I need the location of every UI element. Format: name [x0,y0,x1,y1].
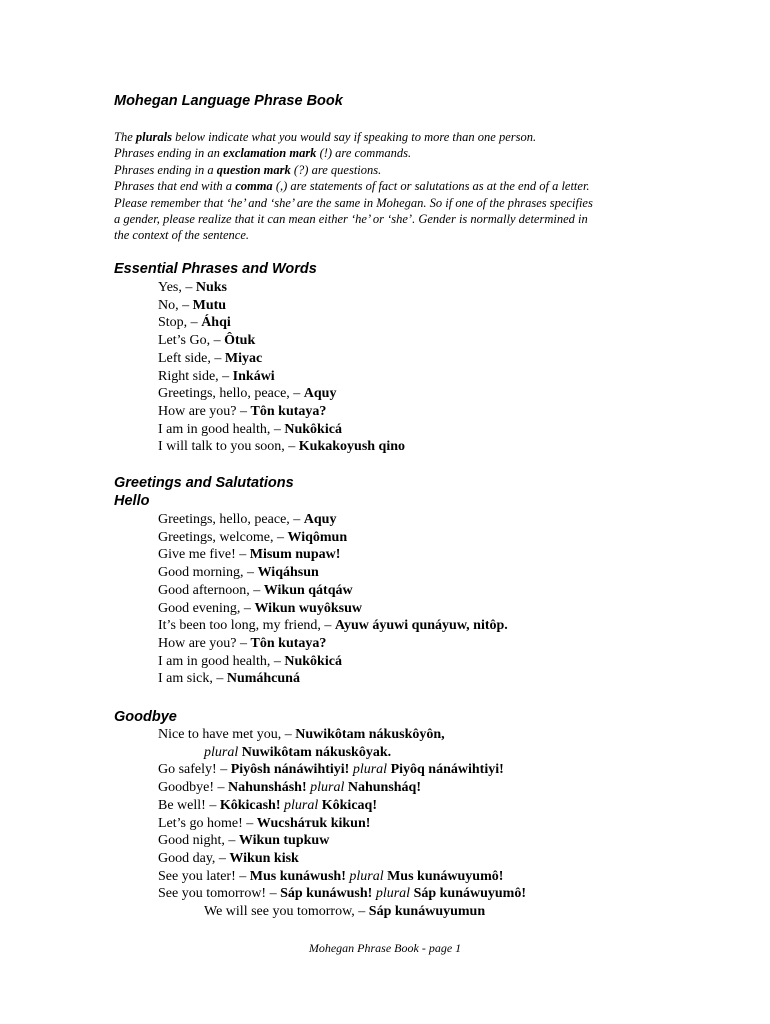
essential-phrase-list [158,279,405,456]
english-text: It’s been too long, my friend, – [158,618,335,634]
phrase-row [158,403,405,421]
english-text: I am in good health, – [158,653,285,669]
mohegan-phrase: Piyôsh nánáwihtiyi! [230,762,350,778]
mohegan-phrase: Nuks [195,280,228,295]
phrase-row [158,421,405,439]
mohegan-phrase: Aquy [303,512,337,527]
phrase-row [158,617,508,635]
phrase-row [158,635,508,653]
mohegan-phrase: Tôn kutaya? [250,403,327,419]
phrase-row [158,726,526,744]
mohegan-phrase: Nukôkicá [284,421,342,437]
intro-text: a gender, please realize that it can mean either ‘he’ or ‘she’. Gender is normally determined in [114,212,588,227]
english-text: Good afternoon, – [158,582,264,598]
intro-line [114,211,659,227]
intro-text: the context of the sentence. [114,228,250,243]
phrase-row [158,297,405,315]
english-text: See you later! – [158,868,250,884]
phrase-row [158,350,405,368]
goodbye-phrase-list [158,726,526,921]
intro-line [114,162,659,178]
intro-emphasis: question mark [216,162,291,177]
mohegan-phrase: Mutu [192,297,227,313]
phrase-row [158,546,508,564]
phrase-row [158,511,508,529]
english-text: How are you? – [158,403,251,419]
mohegan-phrase: Wiqômun [287,529,348,545]
phrase-row [158,885,526,903]
intro-line [114,227,659,243]
phrase-row [158,653,508,671]
intro-text: The [114,130,136,144]
mohegan-phrase: Ayuw áyuwi qunáyuw, nitôp. [334,618,508,634]
english-text: Greetings, welcome, – [158,529,288,545]
english-text: Let’s Go, – [158,333,225,349]
mohegan-phrase: Piyôq nánáwihtiyi! [390,762,504,778]
mohegan-phrase: Ôtuk [224,333,256,349]
plural-label: plural [310,780,345,796]
english-text: Greetings, hello, peace, – [158,512,304,527]
mohegan-phrase: Nahunsháq! [347,780,421,796]
english-text: Nice to have met you, – [158,727,296,742]
intro-text: Phrases that end with a [114,179,236,194]
intro-paragraph [114,129,659,244]
intro-emphasis: exclamation mark [223,146,317,161]
intro-text: (?) are questions. [290,162,382,177]
english-text: Let’s go home! – [158,815,257,831]
english-text: See you tomorrow! – [158,886,281,902]
phrase-row [158,797,526,815]
phrase-row [158,670,508,688]
english-text: I am in good health, – [158,421,285,437]
mohegan-phrase: Mus kunáwuyumô! [387,868,504,884]
mohegan-phrase: Tôn kutaya? [250,635,327,651]
mohegan-phrase: Misum nupaw! [249,547,341,563]
mohegan-phrase: Miyac [224,350,263,366]
phrase-row [158,600,508,618]
phrase-row [158,279,405,297]
english-text: Good day, – [158,850,230,866]
english-text: Left side, – [158,350,225,366]
intro-text: Phrases ending in an [114,146,224,161]
english-text: I am sick, – [158,671,227,687]
english-text: How are you? – [158,635,251,651]
english-text: Stop, – [158,315,202,331]
phrase-row [158,815,526,833]
english-text: Good night, – [158,833,239,849]
phrase-row [158,850,526,868]
mohegan-phrase: Wikun qátqáw [263,582,353,598]
intro-text: below indicate what you would say if speaking to more than one person. [172,130,537,144]
mohegan-phrase: Kôkicaq! [321,797,377,813]
phrase-row [158,368,405,386]
mohegan-phrase: Inkáwi [232,368,275,384]
intro-line [114,145,659,161]
hello-subheading: Hello [114,493,150,509]
english-text: Right side, – [158,368,233,384]
mohegan-phrase: Wikun tupkuw [238,833,330,849]
plural-label: plural [375,886,411,902]
intro-text: Phrases ending in a [114,162,217,177]
intro-line [114,178,659,194]
english-text: Give me five! – [158,547,250,563]
goodbye-subheading: Goodbye [114,709,177,725]
intro-text: (,) are statements of fact or salutations as at the end of a letter. [272,179,590,194]
english-text: Go safely! – [158,762,231,778]
english-text: Good evening, – [158,600,255,616]
intro-emphasis: comma [235,179,273,194]
intro-line [114,195,659,211]
plural-label: plural [349,868,384,884]
plural-label: plural [352,762,388,778]
phrase-row [158,438,405,456]
phrase-row [158,564,508,582]
plural-label: plural [204,744,239,760]
phrase-row [158,832,526,850]
mohegan-phrase: Sáp kunáwuyumun [368,904,486,920]
mohegan-phrase: Mus kunáwush! [249,868,346,884]
english-text: Good morning, – [158,565,258,581]
phrase-row [158,761,526,779]
mohegan-phrase: Nukôkicá [284,653,342,669]
english-text: Greetings, hello, peace, – [158,386,304,402]
english-text: Yes, – [158,280,196,295]
mohegan-phrase: Aquy [303,386,337,402]
plural-label: plural [284,797,319,813]
mohegan-phrase: Sáp kunáwuyumô! [413,886,526,902]
page-footer: Mohegan Phrase Book - page 1 [308,941,462,955]
phrase-row [158,332,405,350]
mohegan-phrase: Wikun kisk [229,850,299,866]
intro-emphasis: plurals [135,130,173,144]
mohegan-phrase: Kôkicash! [219,797,281,813]
mohegan-phrase: Nuwikôtam nákuskôyak. [241,744,392,760]
mohegan-phrase: Wiqáhsun [257,565,319,581]
english-text: Goodbye! – [158,780,228,796]
english-text: Be well! – [158,797,220,813]
mohegan-phrase: Nahunshásh! [228,780,307,796]
phrase-row [158,903,526,921]
mohegan-phrase: Wikun wuyôksuw [254,600,362,616]
phrase-row [158,314,405,332]
english-text: No, – [158,297,193,313]
greetings-heading: Greetings and Salutations [114,475,294,491]
english-text: We will see you tomorrow, – [204,904,369,920]
mohegan-phrase: Numáhcuná [226,671,300,687]
mohegan-phrase: Nuwikôtam nákuskôyôn, [295,727,445,742]
phrase-row [158,779,526,797]
phrase-row [158,385,405,403]
mohegan-phrase: Wucsháтuk kikun! [256,815,371,831]
mohegan-phrase: Kukakoyush qino [298,439,406,455]
hello-phrase-list [158,511,508,688]
mohegan-phrase: Áhqi [201,315,231,331]
page-title: Mohegan Language Phrase Book [114,93,343,109]
mohegan-phrase: Sáp kunáwush! [280,886,373,902]
essential-heading: Essential Phrases and Words [114,261,317,277]
intro-line [114,129,659,145]
phrase-row [158,744,526,762]
intro-text: Please remember that ‘he’ and ‘she’ are the same in Mohegan. So if one of the phrases specifies [114,195,593,210]
english-text: I will talk to you soon, – [158,439,299,455]
phrase-row [158,868,526,886]
intro-text: (!) are commands. [316,146,412,161]
phrase-row [158,582,508,600]
phrase-row [158,529,508,547]
